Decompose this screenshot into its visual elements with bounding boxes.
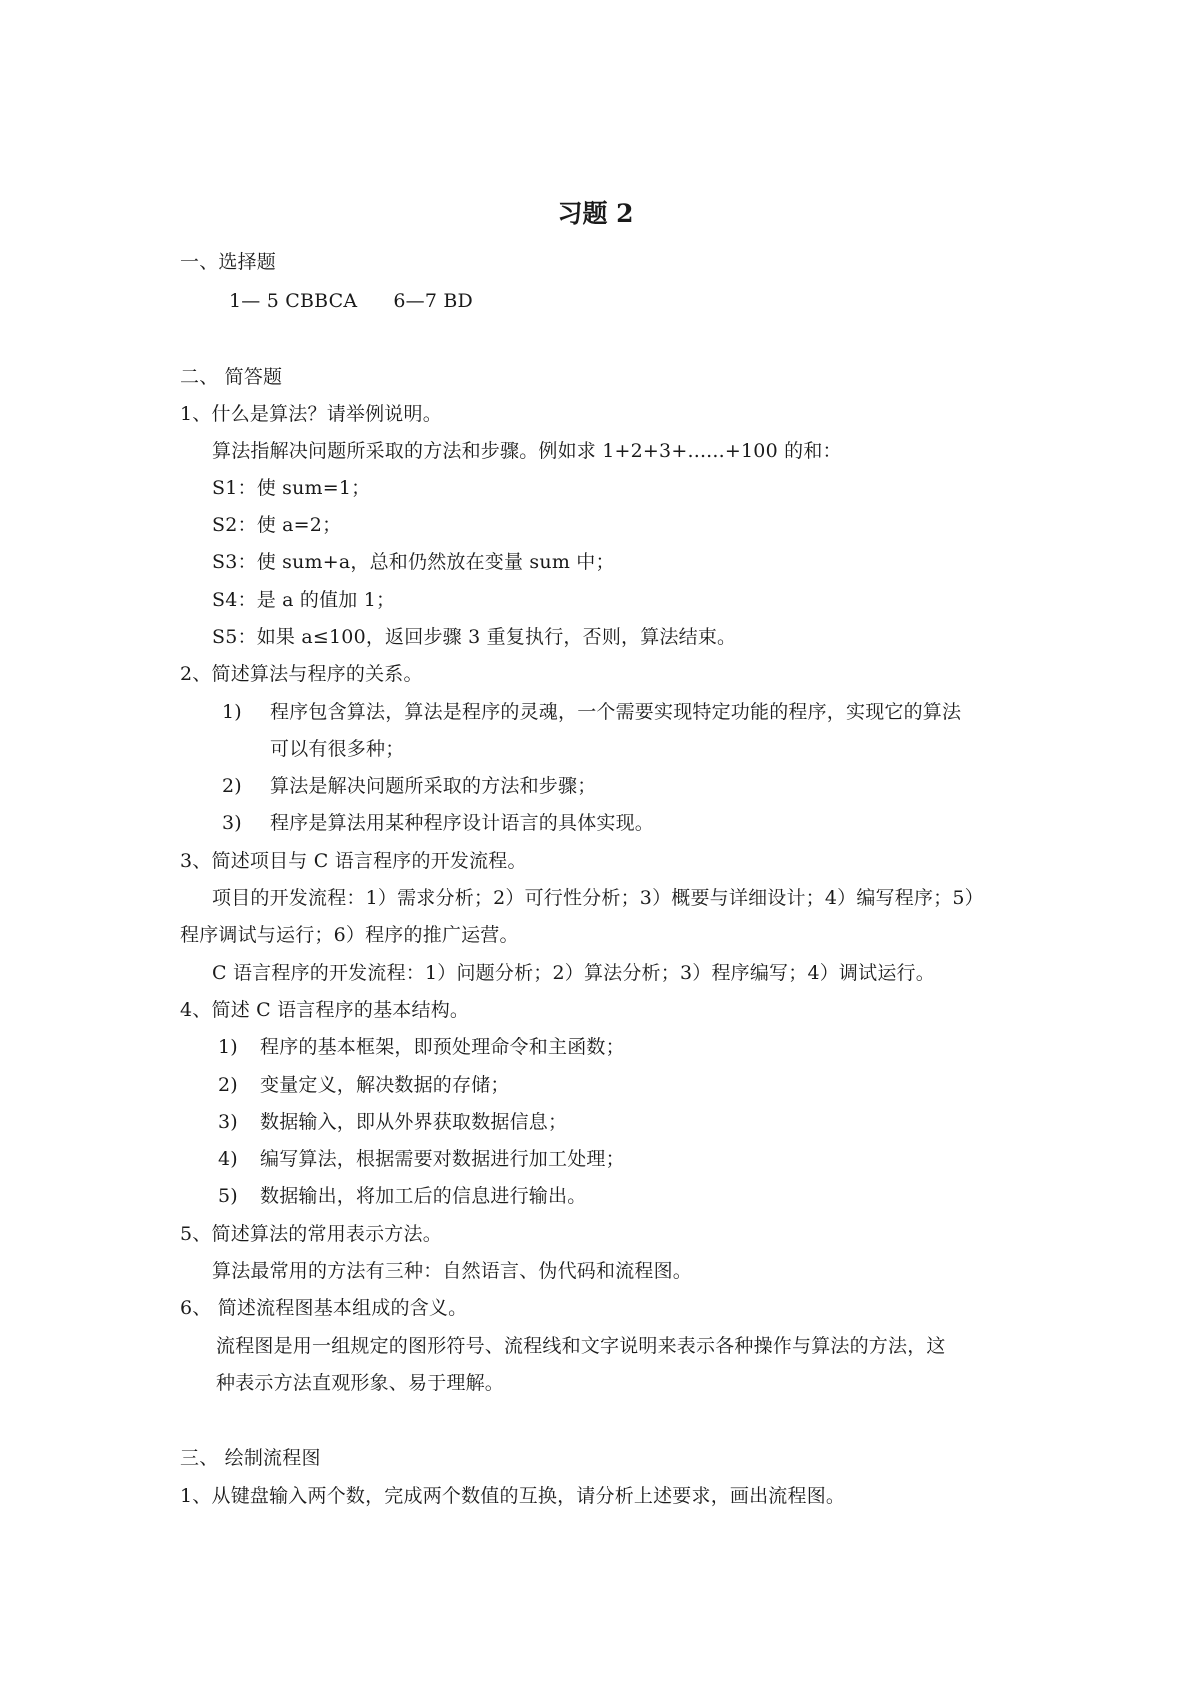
q4-question: 4、简述 C 语言程序的基本结构。 bbox=[180, 999, 470, 1021]
q2-item-1-continued: 可以有很多种； bbox=[270, 738, 405, 760]
q4-item-2-text: 变量定义，解决数据的存储； bbox=[260, 1074, 510, 1096]
q2-item-1-number: 1) bbox=[222, 701, 242, 723]
q2-item-1 bbox=[222, 700, 961, 724]
q3-answer-line-3: C 语言程序的开发流程：1）问题分析；2）算法分析；3）程序编写；4）调试运行。 bbox=[212, 962, 935, 984]
q3-answer-line-2: 程序调试与运行；6）程序的推广运营。 bbox=[180, 924, 519, 946]
q1-question: 1、什么是算法？请举例说明。 bbox=[180, 403, 442, 425]
q4-item-1-number: 1) bbox=[218, 1036, 238, 1058]
section2-heading: 二、 简答题 bbox=[180, 366, 283, 388]
q3-question: 3、简述项目与 C 语言程序的开发流程。 bbox=[180, 850, 527, 872]
q6-answer-line-1: 流程图是用一组规定的图形符号、流程线和文字说明来表示各种操作与算法的方法，这 bbox=[216, 1335, 946, 1357]
q4-item-2 bbox=[218, 1073, 510, 1097]
q1-step-1: S1：使 sum=1； bbox=[212, 477, 371, 499]
q6-question: 6、 简述流程图基本组成的含义。 bbox=[180, 1297, 468, 1319]
section3-q1: 1、从键盘输入两个数，完成两个数值的互换，请分析上述要求，画出流程图。 bbox=[180, 1485, 846, 1507]
q2-item-3-text: 程序是算法用某种程序设计语言的具体实现。 bbox=[270, 812, 655, 834]
q3-answer-line-1: 项目的开发流程：1）需求分析；2）可行性分析；3）概要与详细设计；4）编写程序；5） bbox=[212, 887, 984, 909]
q4-item-5 bbox=[218, 1184, 586, 1208]
q1-step-4: S4：是 a 的值加 1； bbox=[212, 589, 396, 611]
q1-step-3: S3：使 sum+a，总和仍然放在变量 sum 中； bbox=[212, 551, 615, 573]
q2-item-2-text: 算法是解决问题所采取的方法和步骤； bbox=[270, 775, 597, 797]
section3-heading: 三、 绘制流程图 bbox=[180, 1447, 321, 1469]
q4-item-1-text: 程序的基本框架，即预处理命令和主函数； bbox=[260, 1036, 625, 1058]
q4-item-4-text: 编写算法，根据需要对数据进行加工处理； bbox=[260, 1148, 625, 1170]
q4-item-1 bbox=[218, 1035, 625, 1059]
q4-item-2-number: 2) bbox=[218, 1074, 238, 1096]
q4-item-3-number: 3) bbox=[218, 1111, 238, 1133]
q4-item-4-number: 4) bbox=[218, 1148, 238, 1170]
q1-step-2: S2：使 a=2； bbox=[212, 514, 342, 536]
q4-item-5-text: 数据输出，将加工后的信息进行输出。 bbox=[260, 1185, 587, 1207]
q2-item-3 bbox=[222, 811, 654, 835]
page-title: 习题 2 bbox=[557, 199, 634, 228]
q2-item-2-number: 2) bbox=[222, 775, 242, 797]
q5-answer: 算法最常用的方法有三种：自然语言、伪代码和流程图。 bbox=[212, 1260, 693, 1282]
section1-answers bbox=[229, 289, 473, 313]
q2-item-3-number: 3) bbox=[222, 812, 242, 834]
q1-step-5: S5：如果 a≤100，返回步骤 3 重复执行，否则，算法结束。 bbox=[212, 626, 737, 648]
q2-item-1-text: 程序包含算法，算法是程序的灵魂，一个需要实现特定功能的程序，实现它的算法 bbox=[270, 701, 962, 723]
q4-item-4 bbox=[218, 1147, 625, 1171]
section1-heading: 一、选择题 bbox=[180, 251, 277, 273]
q6-answer-line-2: 种表示方法直观形象、易于理解。 bbox=[216, 1372, 505, 1394]
answers-1-5: 1— 5 CBBCA bbox=[229, 290, 358, 312]
answers-6-7: 6—7 BD bbox=[393, 290, 473, 312]
q1-answer: 算法指解决问题所采取的方法和步骤。例如求 1+2+3+......+100 的和： bbox=[212, 440, 842, 462]
q4-item-3 bbox=[218, 1110, 567, 1134]
q4-item-3-text: 数据输入，即从外界获取数据信息； bbox=[260, 1111, 568, 1133]
q4-item-5-number: 5) bbox=[218, 1185, 238, 1207]
q5-question: 5、简述算法的常用表示方法。 bbox=[180, 1223, 442, 1245]
q2-item-2 bbox=[222, 774, 596, 798]
q2-question: 2、简述算法与程序的关系。 bbox=[180, 663, 423, 685]
